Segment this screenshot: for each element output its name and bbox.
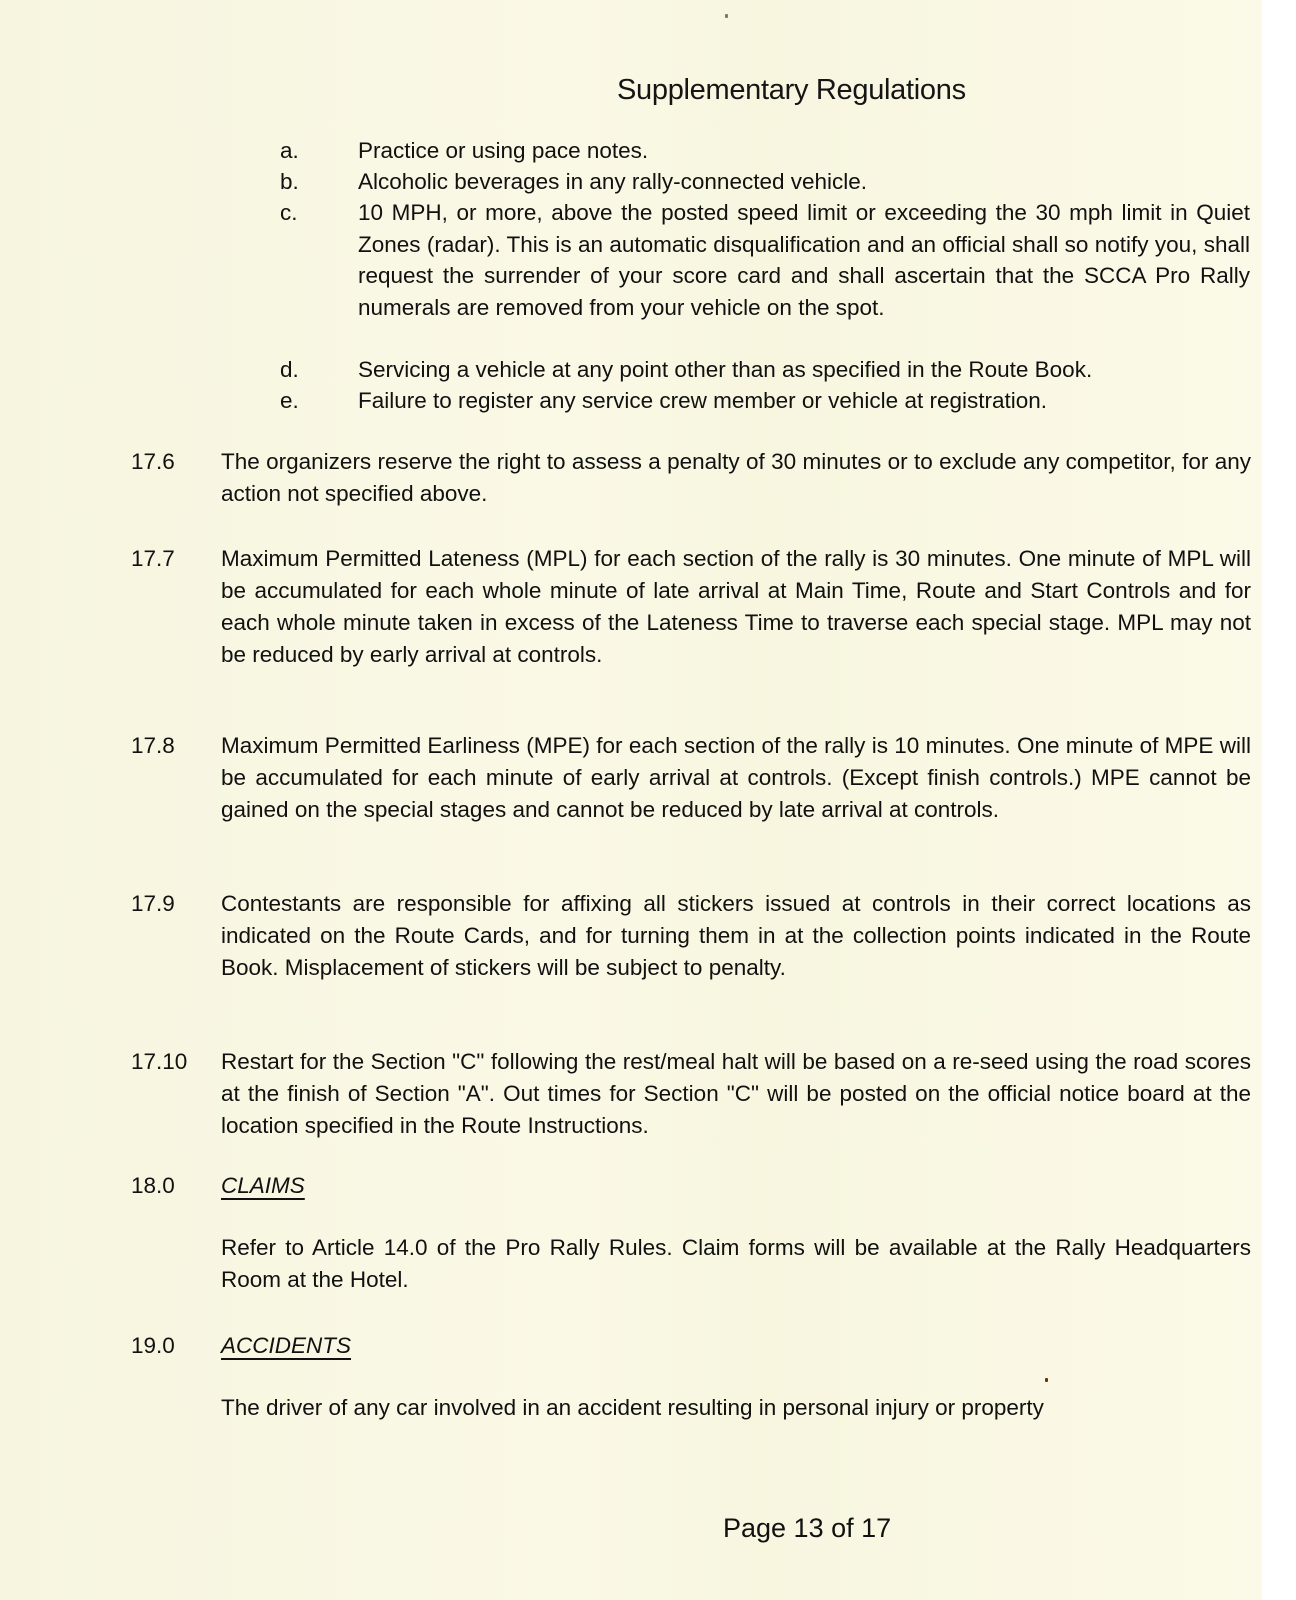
- section-number: 17.10: [131, 1049, 188, 1074]
- list-marker: e.: [280, 388, 299, 413]
- list-marker: d.: [280, 357, 299, 382]
- section-number: 17.6: [131, 449, 175, 474]
- list-item-text: Alcoholic beverages in any rally-connected vehicle.: [358, 169, 868, 194]
- section-number: 17.7: [131, 546, 175, 571]
- scan-margin: [1262, 0, 1296, 1600]
- list-item-text: Servicing a vehicle at any point other than as specified in the Route Book.: [358, 357, 1093, 382]
- list-marker: a.: [280, 138, 299, 163]
- list-item-text: Failure to register any service crew member or vehicle at registration.: [358, 388, 1048, 413]
- list-marker: c.: [280, 200, 298, 225]
- scan-speck: [1045, 1378, 1048, 1382]
- section-text: The driver of any car involved in an accident resulting in personal injury or property: [221, 1395, 1044, 1420]
- section-number: 17.8: [131, 733, 175, 758]
- section-text: Maximum Permitted Lateness (MPL) for each section of the rally is 30 minutes. One minute of MPL will be accumulated for each whole minute of late arrival at Main Time, Route and Start Controls and for each whole minute taken in excess of the Lateness Time to traverse each special stage. MPL may not be reduced by early arrival at controls.: [221, 546, 1251, 667]
- page-title: Supplementary Regulations: [617, 74, 966, 106]
- section-text: Maximum Permitted Earliness (MPE) for each section of the rally is 10 minutes. One minute of MPE will be accumulated for each minute of early arrival at controls. (Except finish controls.) MPE cannot be gained on the special stages and cannot be reduced by late arrival at controls.: [221, 733, 1251, 822]
- page-number: Page 13 of 17: [723, 1513, 892, 1543]
- section-text: The organizers reserve the right to assess a penalty of 30 minutes or to exclude any competitor, for any action not specified above.: [221, 449, 1251, 506]
- section-text: Refer to Article 14.0 of the Pro Rally Rules. Claim forms will be available at the Rally Headquarters Room at the Hotel.: [221, 1235, 1251, 1292]
- section-text: Contestants are responsible for affixing all stickers issued at controls in their correct locations as indicated on the Route Cards, and for turning them in at the collection points indicated in the Route Book. Misplacement of stickers will be subject to penalty.: [221, 891, 1251, 980]
- list-item-text: Practice or using pace notes.: [358, 138, 649, 163]
- section-number: 19.0: [131, 1333, 175, 1358]
- section-heading-accidents: ACCIDENTS: [221, 1333, 352, 1358]
- list-item-text: 10 MPH, or more, above the posted speed limit or exceeding the 30 mph limit in Quiet Zones (radar). This is an automatic disqualification and an official shall so notify you, shall request the surrender of your score card and shall ascertain that the SCCA Pro Rally numerals are removed from your vehicle on the spot.: [358, 200, 1250, 320]
- scan-speck: [725, 14, 728, 18]
- section-number: 18.0: [131, 1173, 175, 1198]
- section-heading-claims: CLAIMS: [221, 1173, 305, 1198]
- section-text: Restart for the Section "C" following the rest/meal halt will be based on a re-seed using the road scores at the finish of Section "A". Out times for Section "C" will be posted on the official notice board at the location specified in the Route Instructions.: [221, 1049, 1251, 1138]
- list-marker: b.: [280, 169, 299, 194]
- section-number: 17.9: [131, 891, 175, 916]
